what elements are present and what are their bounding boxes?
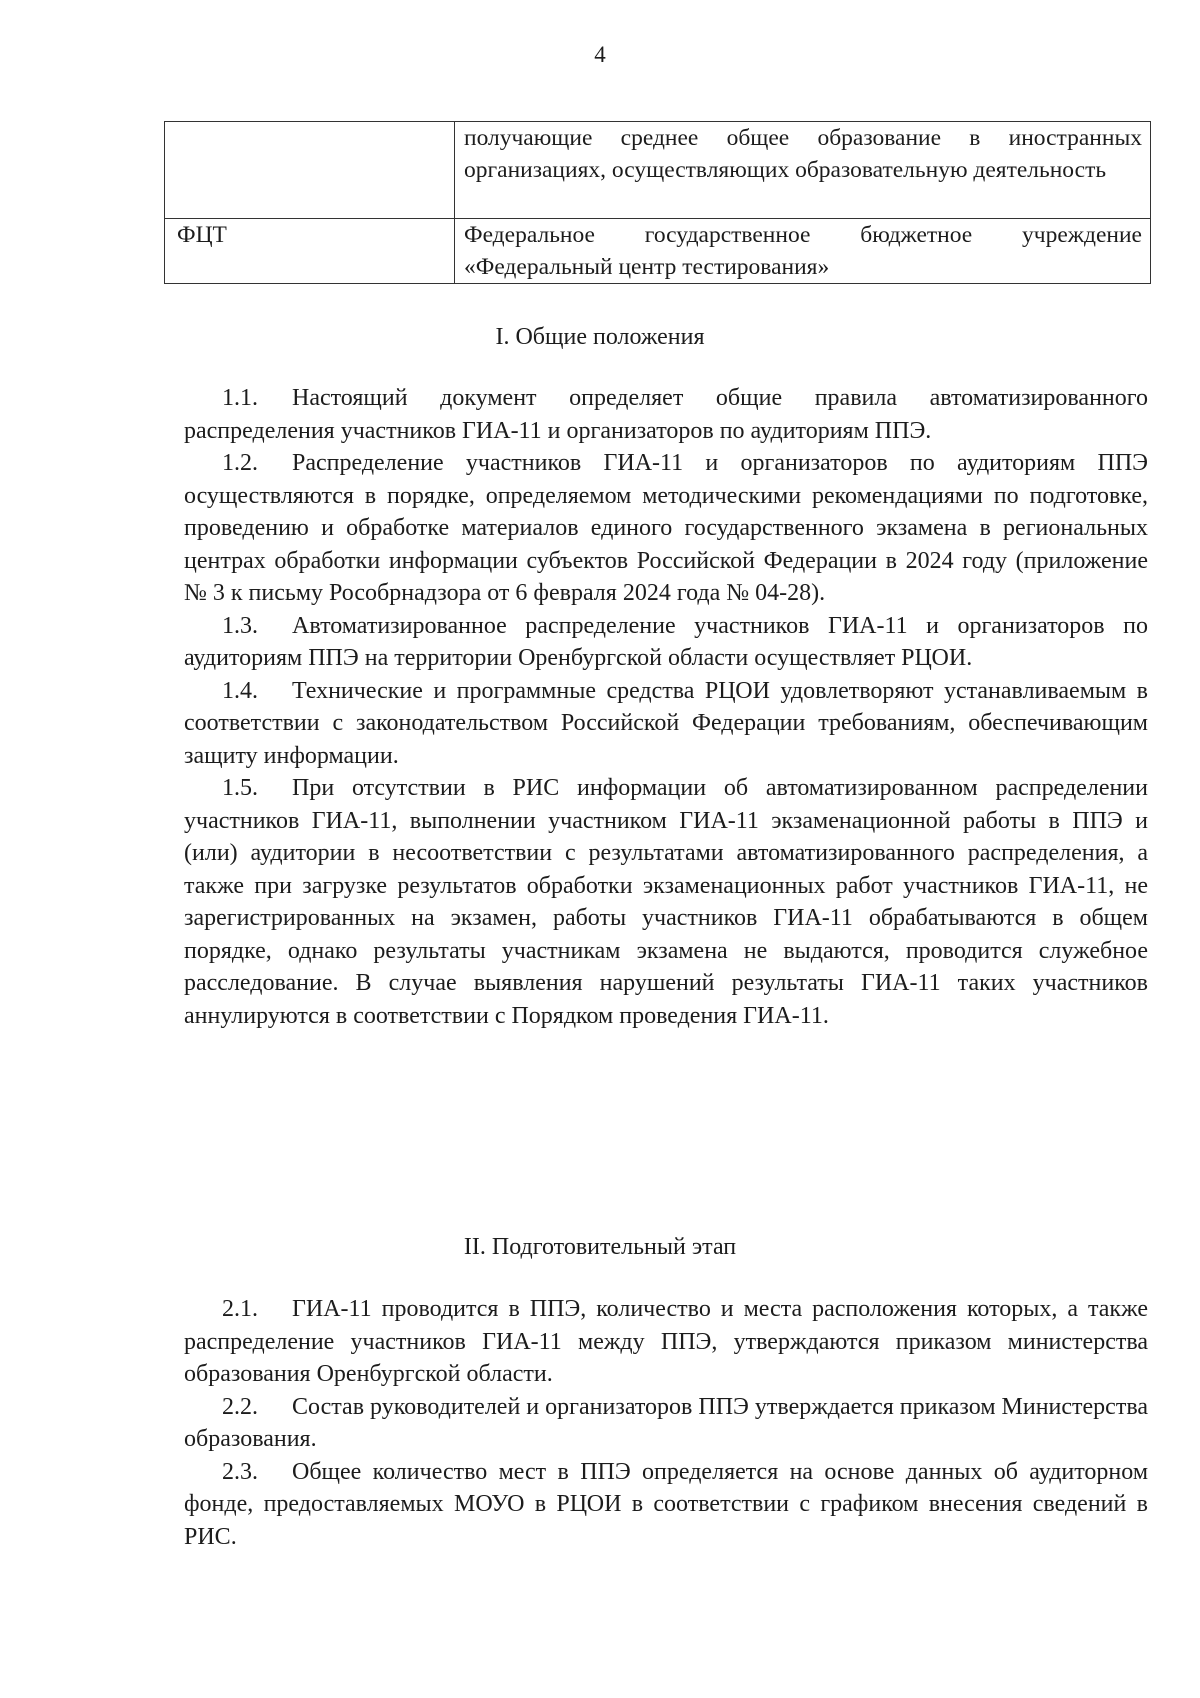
section-body: [184, 1293, 1148, 1553]
table-row: [165, 219, 1151, 284]
abbreviations-table: [164, 121, 1151, 284]
paragraph-text: Распределение участников ГИА-11 и организаторов по аудиториям ППЭ осуществляются в порядке, определяемом методическими рекомендациями по подготовке, проведению и обработке материалов единого государственного экзамена в региональных центрах обработки информации субъектов Российской Федерации в 2024 году (приложение № 3 к письму Рособрнадзора от 6 февраля 2024 года № 04-28).: [184, 450, 1148, 606]
paragraph-number: 1.4.: [222, 677, 258, 704]
paragraph-text: При отсутствии в РИС информации об автоматизированном распределении участников ГИА-11, выполнении участником ГИА-11 экзаменационной работы в ППЭ и (или) аудитории в несоответствии с результатами автоматизированного распределения, а также при загрузке результатов обработки экзаменационных работ участников ГИА-11, не зарегистрированных на экзамен, работы участников ГИА-11 обрабатываются в общем порядке, однако результаты участникам экзамена не выдаются, проводится служебное расследование. В случае выявления нарушений результаты ГИА-11 таких участников аннулируются в соответствии с Порядком проведения ГИА-11.: [184, 775, 1148, 1029]
paragraph-number: 1.1.: [222, 385, 258, 411]
paragraph-number: 1.3.: [222, 612, 258, 639]
paragraph-text: ГИА-11 проводится в ППЭ, количество и места расположения которых, а также распределение участников ГИА-11 между ППЭ, утверждаются приказом министерства образования Оренбургской области.: [184, 1296, 1148, 1387]
paragraph-text: Настоящий документ определяет общие правила автоматизированного распределения участников ГИА-11 и организаторов по аудиториям ППЭ.: [184, 385, 1148, 444]
paragraph: [184, 1456, 1148, 1554]
paragraph-number: 1.5.: [222, 775, 258, 801]
paragraph-text: Состав руководителей и организаторов ППЭ утверждается приказом Министерства образования.: [184, 1393, 1148, 1452]
paragraph: [184, 1293, 1148, 1391]
abbreviation-term: [165, 122, 455, 219]
paragraph-number: 2.2.: [222, 1393, 258, 1420]
section-heading: I. Общие положения: [495, 324, 705, 350]
paragraph: [184, 382, 1148, 447]
abbreviation-definition: получающие среднее общее образование в иностранных организациях, осуществляющих образовательную деятельность: [455, 122, 1151, 219]
paragraph-number: 2.3.: [222, 1458, 258, 1485]
paragraph-text: Автоматизированное распределение участников ГИА-11 и организаторов по аудиториям ППЭ на территории Оренбургской области осуществляет РЦОИ.: [184, 612, 1148, 671]
paragraph: [184, 1391, 1148, 1456]
paragraph-text: Технические и программные средства РЦОИ удовлетворяют устанавливаемым в соответствии с законодательством Российской Федерации требованиям, обеспечивающим защиту информации.: [184, 677, 1148, 769]
abbreviation-term: ФЦТ: [165, 219, 455, 284]
paragraph-number: 1.2.: [222, 450, 258, 476]
section-body: [184, 382, 1148, 1032]
abbreviation-definition: Федеральное государственное бюджетное учреждение «Федеральный центр тестирования»: [455, 219, 1151, 284]
paragraph-text: Общее количество мест в ППЭ определяется на основе данных об аудиторном фонде, предоставляемых МОУО в РЦОИ в соответствии с графиком внесения сведений в РИС.: [184, 1458, 1148, 1550]
paragraph: [184, 610, 1148, 675]
section-heading: II. Подготовительный этап: [463, 1234, 737, 1260]
paragraph: [184, 675, 1148, 773]
page-number: 4: [594, 42, 606, 67]
paragraph-number: 2.1.: [222, 1296, 258, 1322]
paragraph: [184, 447, 1148, 610]
table-row: [165, 122, 1151, 219]
paragraph: [184, 772, 1148, 1032]
